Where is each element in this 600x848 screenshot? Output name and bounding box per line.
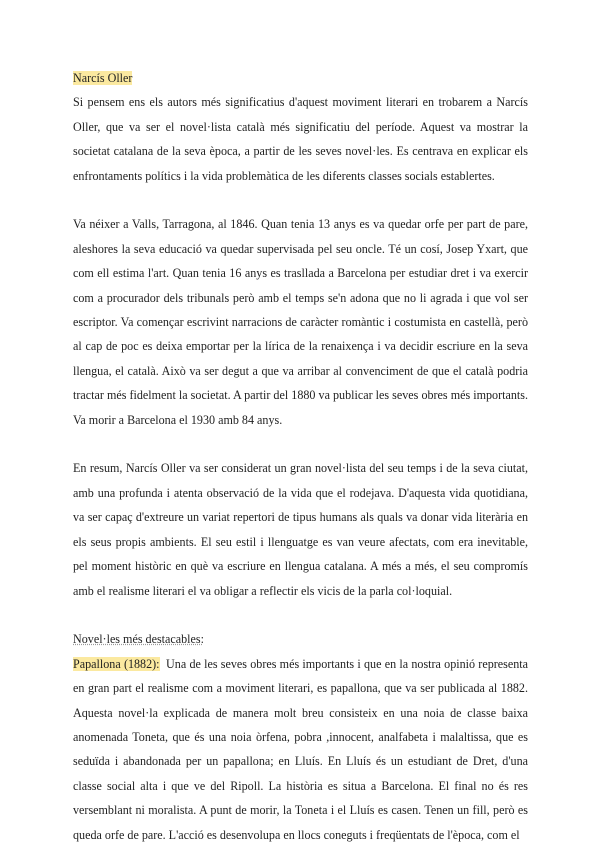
novels-heading (73, 627, 528, 651)
paragraph-gap (73, 432, 528, 456)
oller-heading-text: Narcís Oller (73, 71, 133, 85)
paragraph-gap (73, 603, 528, 627)
paragraph-summary: En resum, Narcís Oller va ser considerat un gran novel·lista del seu temps i de la seva ciutat, amb una profunda i atenta observació de la vida que el rodejava. D'aquesta vida quotidiana, va ser capaç d'extreure un variat repertori de tipus humans als quals va donar vida literària en els seus propis ambients. El seu estil i llenguatge es van veure afectats, com era inevitable, pel moment històric en què va escriure en llengua catalana. A més a més, el seu compromís amb el realisme literari el va obligar a reflectir els vicis de la parla col·loquial. (73, 461, 528, 598)
paragraph-intro: Si pensem ens els autors més significatius d'aquest moviment literari en trobarem a Narcís Oller, que va ser el novel·lista català més significatiu del període. Aquest va mostrar la societat catalana de la seva època, a partir de les seves novel·les. Es centrava en explicar els enfrontaments polítics i la vida problemàtica de les diferents classes socials establertes. (73, 95, 528, 183)
oller-heading (73, 66, 528, 90)
novels-heading-text: Novel·les més destacables: (73, 632, 204, 647)
paragraph-biography: Va néixer a Valls, Tarragona, al 1846. Quan tenia 13 anys es va quedar orfe per part de pare, aleshores la seva educació va quedar supervisada pel seu oncle. Té un cosí, Josep Yxart, que com ell estima l'art. Quan tenia 16 anys es trasllada a Barcelona per estudiar dret i va exercir com a procurador dels tribunals però amb el temps se'n adona que no li agrada i que vol ser escriptor. Va començar escrivint narracions de caràcter romàntic i costumista en castellà, però al cap de poc es deixa emportar per la lírica de la renaixença i va decidir escriure en la seva llengua, el català. Això va ser degut a que va arribar al convenciment de que el català podria tractar més fidelment la societat. A partir del 1880 va publicar les seves obres més importants. Va morir a Barcelona el 1930 amb 84 anys. (73, 217, 528, 427)
papallona-label: Papallona (1882): (73, 656, 160, 671)
paragraph-gap (73, 188, 528, 212)
paragraph-papallona (73, 652, 528, 847)
papallona-text: Una de les seves obres més importants i que en la nostra opinió representa en gran part el realisme com a moviment literari, es papallona, que va ser publicada al 1882. Aquesta novel·la explicada de manera molt breu consisteix en una noia de classe baixa anomenada Toneta, que és una noia òrfena, pobra ,innocent, analfabeta i malaltissa, que es seduïda i abandonada per un papallona; en Lluís. En Lluís és un estudiant de Dret, d'una classe social alta i que ve del Ripoll. La història es situa a Barcelona. El final no és res versemblant ni moralista. A punt de morir, la Toneta i el Lluís es casen. Tenen un fill, però es queda orfe de pare. L'acció es desenvolupa en llocs coneguts i freqüentats de l'època, com el (73, 656, 528, 842)
document-page (73, 66, 528, 847)
